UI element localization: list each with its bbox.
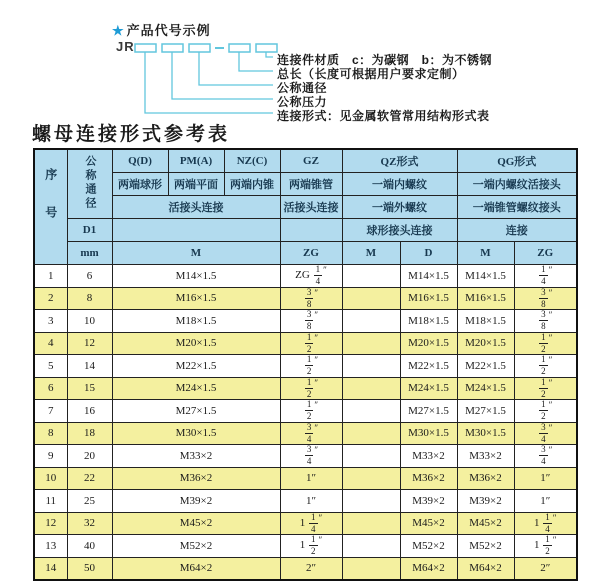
cell-qz-m — [342, 557, 400, 580]
table-row — [34, 332, 577, 355]
table-row — [34, 445, 577, 468]
cell-dn: 14 — [67, 355, 112, 378]
cell-dn: 6 — [67, 265, 112, 288]
header-code-qg: QG形式 — [457, 149, 577, 173]
cell-qz-d: M33×2 — [400, 445, 457, 468]
cell-seq: 7 — [34, 400, 67, 423]
table-body — [34, 265, 577, 581]
cell-gz-zg: $\frac{1}{2}$ ″ — [280, 355, 342, 378]
cell-qz-m — [342, 490, 400, 513]
cell-dn: 10 — [67, 310, 112, 333]
header-qz-inner-thread: 一端内螺纹 — [342, 173, 457, 196]
cell-qg-m: M24×1.5 — [457, 377, 514, 400]
header-qg-connection: 连接 — [457, 219, 577, 242]
header-qg-taper-thread-joint: 一端锥管螺纹接头 — [457, 196, 577, 219]
cell-qg-m: M30×1.5 — [457, 422, 514, 445]
cell-qg-zg: $\frac{1}{2}$ ″ — [514, 332, 577, 355]
diagram-heading-text: 产品代号示例 — [126, 23, 211, 38]
cell-qz-m — [342, 377, 400, 400]
header-type-qd: 两端球形 — [112, 173, 168, 196]
header-code-qd: Q(D) — [112, 149, 168, 173]
table-row — [34, 422, 577, 445]
header-empty-gz — [280, 219, 342, 242]
cell-qg-zg: 1 $\frac{1}{4}$ ″ — [514, 512, 577, 535]
cell-qz-d: M52×2 — [400, 535, 457, 558]
cell-qg-zg: 2″ — [514, 557, 577, 580]
cell-gz-zg: ZG $\frac{1}{4}$ ″ — [280, 265, 342, 288]
cell-seq: 10 — [34, 467, 67, 490]
header-qg-inner-thread-union: 一端内螺纹活接头 — [457, 173, 577, 196]
header-type-pma: 两端平面 — [168, 173, 224, 196]
reference-table-wrap — [33, 148, 578, 581]
cell-gz-zg: $\frac{1}{2}$ ″ — [280, 377, 342, 400]
code-prefix: JR — [116, 39, 135, 54]
table-row — [34, 265, 577, 288]
cell-seq: 9 — [34, 445, 67, 468]
header-code-nzc: NZ(C) — [224, 149, 280, 173]
cell-seq: 12 — [34, 512, 67, 535]
cell-qz-m — [342, 422, 400, 445]
header-type-gz: 两端锥管 — [280, 173, 342, 196]
cell-gz-zg: 1″ — [280, 490, 342, 513]
header-qz-outer-thread: 一端外螺纹 — [342, 196, 457, 219]
cell-qg-zg: $\frac{3}{4}$ ″ — [514, 422, 577, 445]
cell-qg-zg: 1″ — [514, 490, 577, 513]
cell-qz-d: M64×2 — [400, 557, 457, 580]
cell-gz-zg: $\frac{1}{2}$ ″ — [280, 400, 342, 423]
cell-qz-d: M22×1.5 — [400, 355, 457, 378]
cell-qg-zg: $\frac{3}{8}$ ″ — [514, 310, 577, 333]
cell-seq: 2 — [34, 287, 67, 310]
cell-seq: 8 — [34, 422, 67, 445]
cell-qg-m: M52×2 — [457, 535, 514, 558]
cell-seq: 5 — [34, 355, 67, 378]
cell-dn: 32 — [67, 512, 112, 535]
header-type-nzc: 两端内锥 — [224, 173, 280, 196]
cell-gz-zg: $\frac{3}{4}$ ″ — [280, 422, 342, 445]
cell-dn: 22 — [67, 467, 112, 490]
table-row — [34, 535, 577, 558]
table-row — [34, 512, 577, 535]
cell-seq: 1 — [34, 265, 67, 288]
cell-qz-d: M27×1.5 — [400, 400, 457, 423]
cell-seq: 14 — [34, 557, 67, 580]
cell-gz-zg: 2″ — [280, 557, 342, 580]
cell-qz-m — [342, 445, 400, 468]
cell-qz-d: M20×1.5 — [400, 332, 457, 355]
cell-qz-m — [342, 287, 400, 310]
table-row — [34, 355, 577, 378]
cell-gz-zg: $\frac{1}{2}$ ″ — [280, 332, 342, 355]
cell-qg-m: M16×1.5 — [457, 287, 514, 310]
cell-seq: 6 — [34, 377, 67, 400]
code-label-diameter: 公称通径 — [277, 81, 328, 95]
code-label-pressure: 公称压力 — [277, 95, 328, 109]
cell-qg-m: M27×1.5 — [457, 400, 514, 423]
table-row — [34, 377, 577, 400]
cell-dn: 18 — [67, 422, 112, 445]
cell-qg-zg: $\frac{3}{4}$ ″ — [514, 445, 577, 468]
cell-qz-m — [342, 400, 400, 423]
cell-m-thread: M18×1.5 — [112, 310, 280, 333]
cell-m-thread: M33×2 — [112, 445, 280, 468]
cell-seq: 11 — [34, 490, 67, 513]
cell-m-thread: M14×1.5 — [112, 265, 280, 288]
cell-gz-zg: $\frac{3}{4}$ ″ — [280, 445, 342, 468]
cell-seq: 13 — [34, 535, 67, 558]
cell-gz-zg: $\frac{3}{8}$ ″ — [280, 310, 342, 333]
cell-m-thread: M24×1.5 — [112, 377, 280, 400]
cell-qz-m — [342, 265, 400, 288]
table-row — [34, 310, 577, 333]
code-box — [162, 44, 183, 52]
cell-m-thread: M64×2 — [112, 557, 280, 580]
header-mm: mm — [67, 242, 112, 265]
header-dn: 公称通径 — [67, 149, 112, 219]
cell-qz-d: M30×1.5 — [400, 422, 457, 445]
cell-qz-d: M36×2 — [400, 467, 457, 490]
cell-qz-m — [342, 512, 400, 535]
cell-dn: 8 — [67, 287, 112, 310]
cell-m-thread: M52×2 — [112, 535, 280, 558]
diagram-heading — [112, 20, 211, 39]
cell-dn: 12 — [67, 332, 112, 355]
header-m: M — [112, 242, 280, 265]
cell-m-thread: M22×1.5 — [112, 355, 280, 378]
cell-qg-zg: $\frac{3}{8}$ ″ — [514, 287, 577, 310]
cell-qg-m: M18×1.5 — [457, 310, 514, 333]
code-label-material: 连接件材质 c：为碳钢 b：为不锈钢 — [277, 53, 493, 67]
cell-m-thread: M27×1.5 — [112, 400, 280, 423]
cell-gz-zg: $\frac{3}{8}$ ″ — [280, 287, 342, 310]
cell-m-thread: M16×1.5 — [112, 287, 280, 310]
header-qz-sub-d: D — [400, 242, 457, 265]
cell-qg-m: M20×1.5 — [457, 332, 514, 355]
code-box — [189, 44, 210, 52]
cell-dn: 40 — [67, 535, 112, 558]
code-label-length: 总长（长度可根据用户要求定制） — [277, 67, 465, 81]
star-icon: ★ — [112, 23, 125, 38]
cell-m-thread: M45×2 — [112, 512, 280, 535]
header-zg: ZG — [280, 242, 342, 265]
header-d1: D1 — [67, 219, 112, 242]
cell-qz-d: M45×2 — [400, 512, 457, 535]
cell-gz-zg: 1″ — [280, 467, 342, 490]
header-qz-ball-joint: 球形接头连接 — [342, 219, 457, 242]
table-title: 螺母连接形式参考表 — [32, 123, 231, 145]
cell-qz-m — [342, 310, 400, 333]
header-empty-m — [112, 219, 280, 242]
cell-m-thread: M20×1.5 — [112, 332, 280, 355]
table-row — [34, 557, 577, 580]
header-qz-sub-m: M — [342, 242, 400, 265]
code-box — [229, 44, 250, 52]
cell-qg-zg: 1 $\frac{1}{2}$ ″ — [514, 535, 577, 558]
header-qg-sub-zg: ZG — [514, 242, 577, 265]
cell-qg-zg: $\frac{1}{4}$ ″ — [514, 265, 577, 288]
cell-qz-d: M14×1.5 — [400, 265, 457, 288]
cell-qz-m — [342, 332, 400, 355]
header-code-pma: PM(A) — [168, 149, 224, 173]
reference-table — [33, 148, 578, 581]
cell-dn: 16 — [67, 400, 112, 423]
cell-qz-d: M24×1.5 — [400, 377, 457, 400]
cell-seq: 4 — [34, 332, 67, 355]
header-union-joint-gz: 活接头连接 — [280, 196, 342, 219]
cell-m-thread: M30×1.5 — [112, 422, 280, 445]
cell-qz-m — [342, 535, 400, 558]
cell-qg-zg: 1″ — [514, 467, 577, 490]
cell-qg-m: M33×2 — [457, 445, 514, 468]
cell-gz-zg: 1 $\frac{1}{4}$ ″ — [280, 512, 342, 535]
cell-qg-m: M14×1.5 — [457, 265, 514, 288]
cell-qg-m: M39×2 — [457, 490, 514, 513]
cell-qg-m: M36×2 — [457, 467, 514, 490]
code-box — [135, 44, 156, 52]
cell-dn: 20 — [67, 445, 112, 468]
header-seq: 序号 — [34, 149, 67, 265]
header-code-gz: GZ — [280, 149, 342, 173]
table-row — [34, 287, 577, 310]
header-qg-sub-m: M — [457, 242, 514, 265]
cell-dn: 25 — [67, 490, 112, 513]
code-box — [256, 44, 277, 52]
cell-qz-d: M39×2 — [400, 490, 457, 513]
cell-qg-m: M45×2 — [457, 512, 514, 535]
cell-qz-m — [342, 355, 400, 378]
cell-qg-zg: $\frac{1}{2}$ ″ — [514, 355, 577, 378]
cell-gz-zg: 1 $\frac{1}{2}$ ″ — [280, 535, 342, 558]
cell-qg-zg: $\frac{1}{2}$ ″ — [514, 400, 577, 423]
cell-m-thread: M39×2 — [112, 490, 280, 513]
header-code-qz: QZ形式 — [342, 149, 457, 173]
cell-qz-d: M16×1.5 — [400, 287, 457, 310]
table-row — [34, 467, 577, 490]
code-label-connection: 连接形式：见金属软管常用结构形式表 — [277, 109, 490, 123]
cell-qz-d: M18×1.5 — [400, 310, 457, 333]
cell-dn: 15 — [67, 377, 112, 400]
table-row — [34, 400, 577, 423]
header-union-joint: 活接头连接 — [112, 196, 280, 219]
cell-qg-m: M64×2 — [457, 557, 514, 580]
cell-qg-zg: $\frac{1}{2}$ ″ — [514, 377, 577, 400]
cell-qg-m: M22×1.5 — [457, 355, 514, 378]
cell-m-thread: M36×2 — [112, 467, 280, 490]
cell-qz-m — [342, 467, 400, 490]
table-row — [34, 490, 577, 513]
table-header — [34, 149, 577, 265]
cell-seq: 3 — [34, 310, 67, 333]
cell-dn: 50 — [67, 557, 112, 580]
